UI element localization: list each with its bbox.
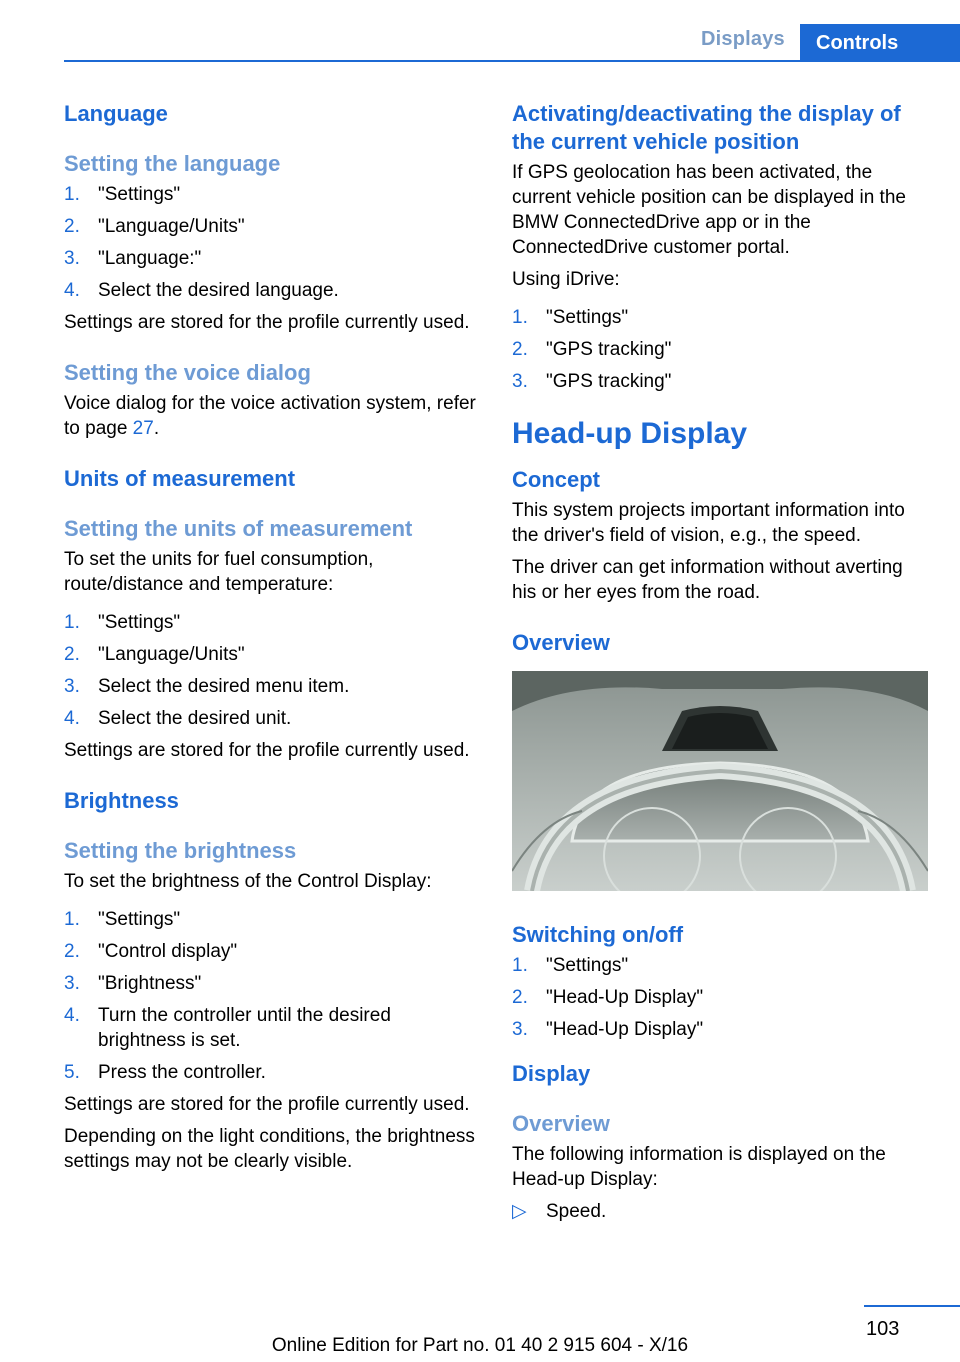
heading-setting-units: Setting the units of measurement xyxy=(64,516,413,541)
list-item: 1. "Settings" xyxy=(512,307,629,328)
right-column xyxy=(512,100,930,1231)
heading-gps: Activating/deactivating the display of the current vehicle position xyxy=(512,101,901,154)
footer-rule xyxy=(864,1305,960,1307)
gps-text: If GPS geolocation has been activated, the current vehicle position can be displayed in the BMW ConnectedDrive app or in the ConnectedDrive customer portal. xyxy=(512,162,906,258)
display-text: The following information is displayed on the Head-up Display: xyxy=(512,1144,886,1190)
heading-head-up-display: Head-up Display xyxy=(512,417,748,450)
list-item: 4. Turn the controller until the desired brightness is set. xyxy=(64,1005,391,1051)
page-link[interactable]: 27 xyxy=(132,418,154,439)
list-item: 4. Select the desired language. xyxy=(64,280,339,301)
brightness-steps xyxy=(64,907,476,1085)
units-steps xyxy=(64,610,476,731)
heading-switching: Switching on/off xyxy=(512,922,684,947)
list-item: 1. "Settings" xyxy=(64,612,181,633)
brightness-note-2: Depending on the light conditions, the brightness settings may not be clearly visible. xyxy=(64,1126,475,1172)
list-item: 2. "Language/Units" xyxy=(64,216,245,237)
list-item: 5. Press the controller. xyxy=(64,1062,266,1083)
bullet-arrow-icon: ▷ xyxy=(512,1201,527,1222)
heading-setting-language: Setting the language xyxy=(64,151,281,176)
list-item: 4. Select the desired unit. xyxy=(64,708,292,729)
brightness-note: Settings are stored for the profile currently used. xyxy=(64,1094,470,1115)
units-note: Settings are stored for the profile currently used. xyxy=(64,740,470,761)
language-note: Settings are stored for the profile currently used. xyxy=(64,312,470,333)
list-item: 1. "Settings" xyxy=(64,909,181,930)
list-item: 2. "Language/Units" xyxy=(64,644,245,665)
list-item: 3. "Language:" xyxy=(64,248,202,269)
heading-voice-dialog: Setting the voice dialog xyxy=(64,360,311,385)
page-number: 103 xyxy=(866,1318,900,1340)
list-item: 3. Select the desired menu item. xyxy=(64,676,350,697)
hud-dashboard-illustration xyxy=(512,671,928,891)
list-item: 1. "Settings" xyxy=(512,955,629,976)
voice-text: Voice dialog for the voice activation system, refer to page 27. xyxy=(64,393,476,439)
heading-concept: Concept xyxy=(512,467,600,492)
list-item: 2. "Control display" xyxy=(64,941,238,962)
list-item: 1. "Settings" xyxy=(64,184,181,205)
left-column xyxy=(64,100,476,1174)
heading-overview: Overview xyxy=(512,630,610,655)
list-item: 2. "GPS tracking" xyxy=(512,339,672,360)
gps-steps xyxy=(512,305,930,394)
list-item: ▷ Speed. xyxy=(512,1201,607,1222)
tab-controls[interactable]: Controls xyxy=(800,24,960,62)
list-item: 3. "Brightness" xyxy=(64,973,202,994)
heading-display: Display xyxy=(512,1061,591,1086)
heading-units: Units of measurement xyxy=(64,466,296,491)
list-item: 2. "Head-Up Display" xyxy=(512,987,704,1008)
brightness-intro: To set the brightness of the Control Display: xyxy=(64,871,432,892)
language-steps xyxy=(64,182,476,303)
heading-language: Language xyxy=(64,101,168,126)
concept-text-2: The driver can get information without averting his or her eyes from the road. xyxy=(512,557,903,603)
concept-text-1: This system projects important information into the driver's field of vision, e.g., the speed. xyxy=(512,500,905,546)
heading-brightness: Brightness xyxy=(64,788,179,813)
list-item: 3. "GPS tracking" xyxy=(512,371,672,392)
heading-display-overview: Overview xyxy=(512,1111,610,1136)
edition-footer: Online Edition for Part no. 01 40 2 915 604 - X/16 xyxy=(271,1335,689,1356)
gps-using: Using iDrive: xyxy=(512,269,620,290)
list-item: 3. "Head-Up Display" xyxy=(512,1019,704,1040)
heading-setting-brightness: Setting the brightness xyxy=(64,838,297,863)
display-items xyxy=(512,1199,930,1224)
header-rule xyxy=(64,60,960,62)
tab-displays[interactable]: Displays xyxy=(701,28,785,50)
page-header xyxy=(64,24,960,62)
units-intro: To set the units for fuel consumption, route/distance and temperature: xyxy=(64,549,374,595)
switch-steps xyxy=(512,953,930,1042)
